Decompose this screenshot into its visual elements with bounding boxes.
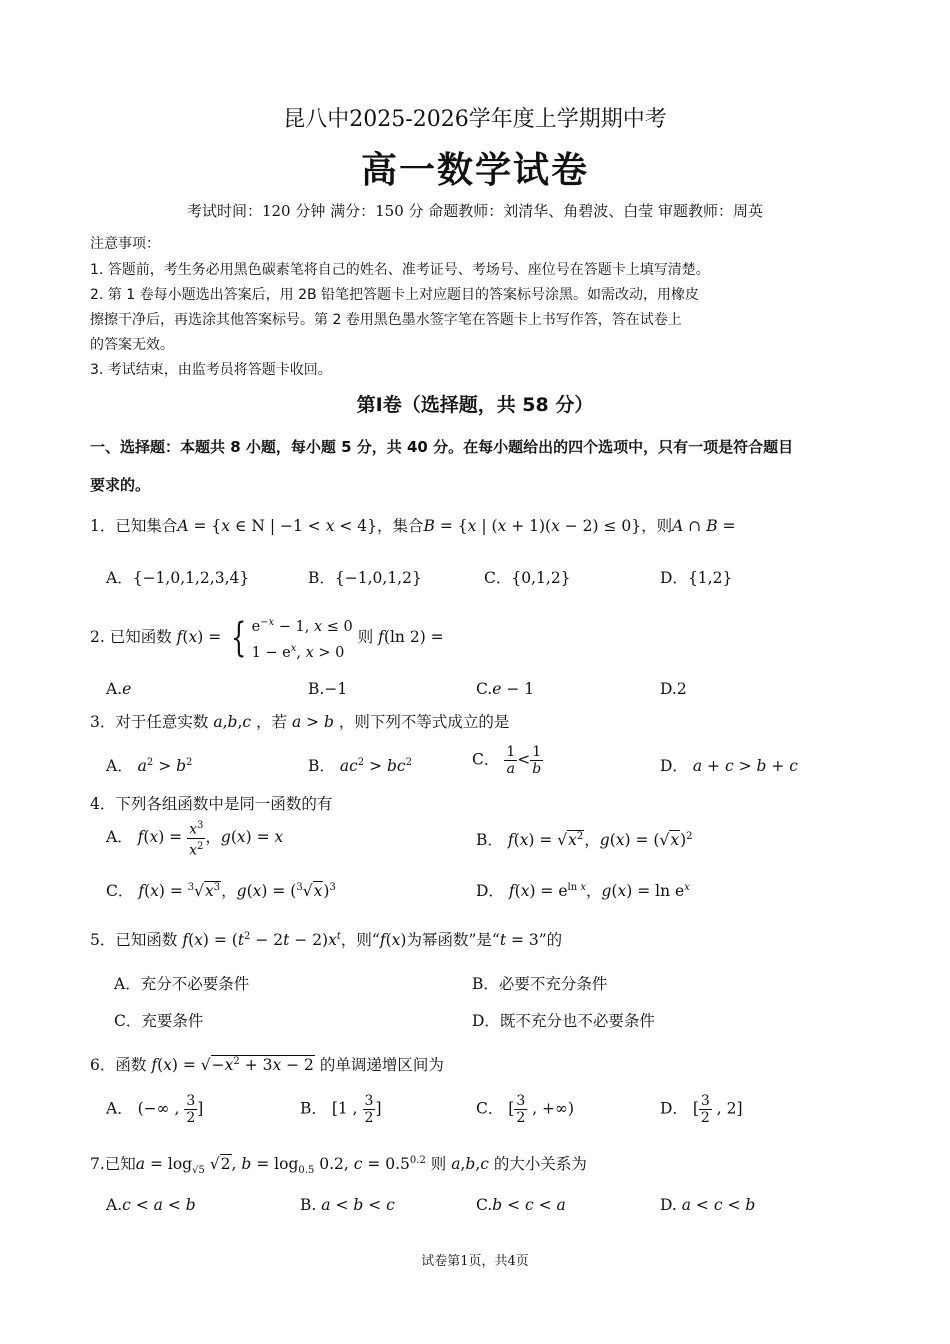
q4-option-d[interactable]: D． $f(x) = e^{ln x}$，$g(x) = \ln e^x$: [476, 881, 690, 900]
q7-option-d[interactable]: D. a < c < b: [660, 1196, 756, 1214]
notice-item-3: 3. 考试结束，由监考员将答题卡收回。: [90, 362, 332, 378]
question-1: 1．已知集合A = {x ∈ N | −1 < x < 4}，集合B = {x | (x + 1)(x − 2) ≤ 0}，则A ∩ B =: [90, 517, 736, 535]
q5-option-b[interactable]: B．必要不充分条件: [472, 975, 608, 993]
part-instructions: 一、选择题：本题共 8 小题，每小题 5 分，共 40 分。在每小题给出的四个选项中，只有一项是符合题目: [90, 438, 794, 456]
school-heading: 昆八中2025-2026学年度上学期期中考: [283, 107, 667, 132]
notice-item-2-end: 的答案无效。: [90, 337, 174, 353]
q4-option-a[interactable]: A． f(x) = $\frac{x^3}{x^2}$ ，g(x) = x: [106, 820, 284, 859]
q1-option-b[interactable]: B．{−1,0,1,2}: [308, 569, 422, 587]
q3-option-b[interactable]: B． $ac^2 > bc^2$: [308, 756, 412, 775]
q5-option-c[interactable]: C．充要条件: [114, 1012, 204, 1030]
question-2: 2. 已知函数 f(x) = { $e^{-x} - 1$, x ≤ 0 $1 - e^x$, x > 0 则 f(ln 2) =: [90, 614, 444, 661]
q7-option-a[interactable]: A.c < a < b: [106, 1196, 196, 1214]
q7-option-b[interactable]: B. a < b < c: [300, 1196, 395, 1214]
question-3: 3．对于任意实数 a,b,c ，若 a > b ，则下列不等式成立的是: [90, 713, 510, 731]
q6-option-a[interactable]: A． (−∞ , $\frac{3}{2}$ ]: [106, 1093, 204, 1126]
q4-option-c[interactable]: C． $f(x) = ^3√x^3$，$g(x) = (^3√x)^3$: [106, 881, 336, 900]
question-4: 4．下列各组函数中是同一函数的有: [90, 795, 333, 813]
q3-option-d[interactable]: D． a + c > b + c: [660, 757, 798, 775]
q6-option-d[interactable]: D． [ $\frac{3}{2}$ , 2]: [660, 1093, 743, 1126]
exam-title: 高一数学试卷: [360, 150, 589, 191]
exam-meta: 考试时间：120 分钟 满分：150 分 命题教师：刘清华、角碧波、白莹 审题教师：周英: [186, 202, 764, 220]
q5-option-a[interactable]: A．充分不必要条件: [114, 975, 250, 993]
q2-option-b[interactable]: B.−1: [308, 680, 348, 698]
question-7: 7.已知$a = \log_{√5} √2$, $b = \log_{0.5} 0.2$, $c = 0.5^{0.2}$ 则 a,b,c 的大小关系为: [90, 1154, 587, 1177]
q1-option-d[interactable]: D．{1,2}: [660, 569, 733, 587]
q5-option-d[interactable]: D．既不充分也不必要条件: [472, 1012, 655, 1030]
q3-option-c[interactable]: C． $\frac{1}{a}$ < $\frac{1}{b}$: [472, 744, 542, 777]
notice-item-2-cont: 擦擦干净后，再选涂其他答案标号。第 2 卷用黑色墨水签字笔在答题卡上书写作答，答在试卷上: [90, 312, 682, 328]
q2-option-c[interactable]: C.e − 1: [476, 680, 535, 698]
question-6: 6．函数 $f(x) = √-x^2 + 3x - 2$ 的单调递增区间为: [90, 1055, 444, 1074]
q2-option-d[interactable]: D.2: [660, 680, 687, 698]
q4-option-b[interactable]: B． $f(x) = √x^2$，$g(x) = (√x)^2$: [476, 830, 693, 849]
question-5: 5．已知函数 $f(x) = (t^2 - 2t - 2)x^t$，则“f(x)为幂函数”是“t = 3”的: [90, 930, 563, 949]
page-footer: 试卷第1页，共4页: [421, 1254, 529, 1269]
q6-option-c[interactable]: C． [ $\frac{3}{2}$ , +∞): [476, 1093, 575, 1126]
q3-option-a[interactable]: A． $a^2 > b^2$: [106, 756, 193, 775]
notice-heading: 注意事项：: [90, 236, 160, 252]
notice-item-1: 1. 答题前，考生务必用黑色碳素笔将自己的姓名、准考证号、考场号、座位号在答题卡上填写清楚。: [90, 262, 710, 278]
q6-option-b[interactable]: B． [1 , $\frac{3}{2}$ ]: [300, 1093, 382, 1126]
q2-option-a[interactable]: A.e: [106, 680, 132, 698]
q1-option-a[interactable]: A．{−1,0,1,2,3,4}: [106, 569, 250, 587]
q7-option-c[interactable]: C.b < c < a: [476, 1196, 566, 1214]
section-title: 第Ⅰ卷（选择题，共 58 分）: [356, 394, 594, 416]
q1-option-c[interactable]: C．{0,1,2}: [484, 569, 571, 587]
part-instructions-cont: 要求的。: [90, 476, 151, 494]
notice-item-2: 2. 第 1 卷每小题选出答案后，用 2B 铅笔把答题卡上对应题目的答案标号涂黑。如需改动，用橡皮: [90, 287, 700, 303]
